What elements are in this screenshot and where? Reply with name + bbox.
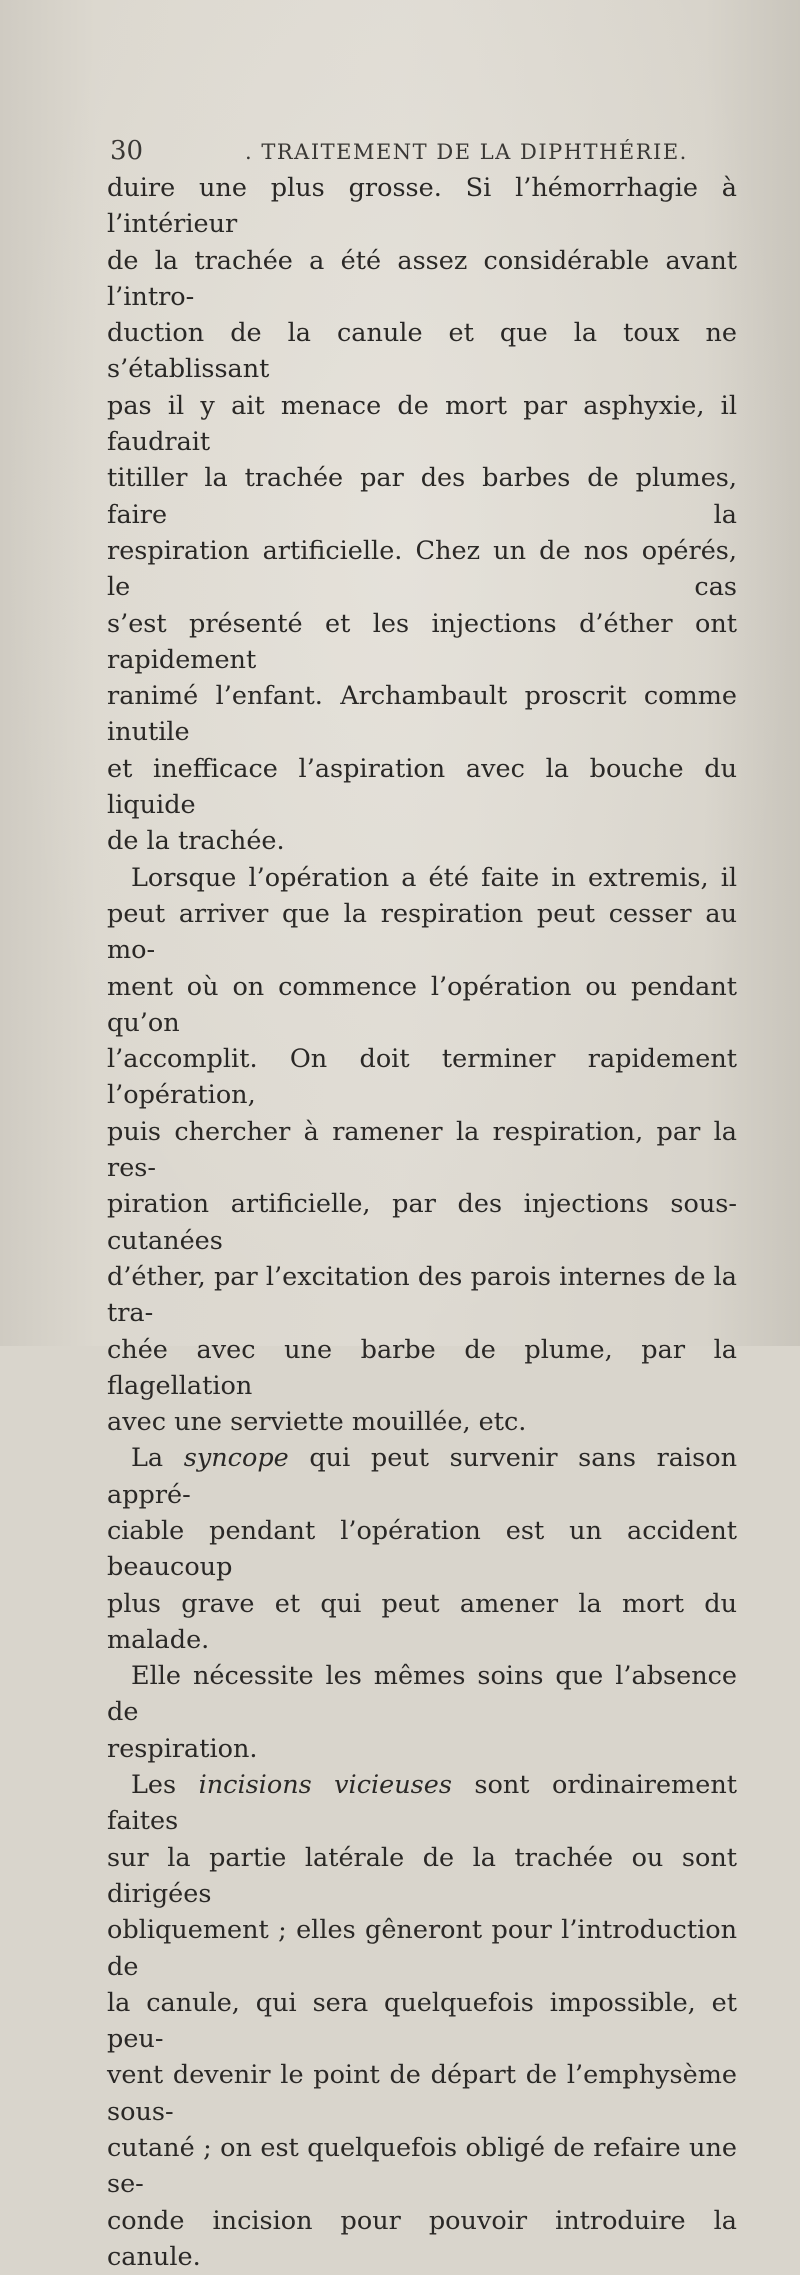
text-run: sont ordinairement faites: [107, 1770, 737, 1837]
paragraph-5: [107, 1767, 737, 2275]
paragraph-4: [107, 1658, 737, 1767]
text-line: piration artificielle, par des injections sous-cutanées: [107, 1189, 737, 1256]
text-line: et inefficace l’aspiration avec la bouche du liquide: [107, 753, 737, 821]
text-line: d’éther, par l’excitation des parois internes de la tra-: [107, 1261, 737, 1329]
text-line: chée avec une barbe de plume, par la flagellation: [107, 1334, 737, 1401]
text-line: sur la partie latérale de la trachée ou sont dirigées: [107, 1842, 737, 1909]
text-line: titiller la trachée par des barbes de plumes, faire la: [107, 463, 737, 530]
paragraph-2: [107, 860, 737, 1441]
text-line: vent devenir le point de départ de l’emphysème sous-: [107, 2060, 737, 2127]
text-line: puis chercher à ramener la respiration, par la res-: [107, 1116, 737, 1184]
text-run: Les: [131, 1770, 199, 1801]
text-line: peut arriver que la respiration peut cesser au mo-: [107, 898, 737, 966]
emphasized-term: syncope: [183, 1443, 289, 1474]
text-run: La: [131, 1443, 184, 1474]
text-line: conde incision pour pouvoir introduire la canule.: [107, 2205, 737, 2272]
text-line: plus grave et qui peut amener la mort du malade.: [107, 1588, 737, 1655]
text-line: ciable pendant l’opération est un accident beaucoup: [107, 1515, 737, 1583]
text-run: qui peut survenir sans raison appré-: [107, 1443, 737, 1510]
body-text: [107, 170, 737, 2275]
text-line: ranimé l’enfant. Archambault proscrit comme inutile: [107, 681, 737, 748]
text-line: s’est présenté et les injections d’éther ont rapidement: [107, 608, 737, 675]
text-line: respiration.: [107, 1733, 258, 1764]
page-number: 30: [110, 136, 144, 166]
text-line: [107, 1767, 737, 1840]
text-line: duction de la canule et que la toux ne s’établissant: [107, 318, 737, 385]
paragraph-3: [107, 1440, 737, 1658]
text-line: [107, 1440, 737, 1513]
text-line: de la trachée a été assez considérable avant l’intro-: [107, 245, 737, 312]
text-line: pas il y ait menace de mort par asphyxie, il faudrait: [107, 390, 737, 458]
text-line: Elle nécessite les mêmes soins que l’absence de: [107, 1661, 737, 1728]
text-line: la canule, qui sera quelquefois impossible, et peu-: [107, 1987, 737, 2055]
running-head: . TRAITEMENT DE LA DIPHTHÉRIE.: [245, 140, 688, 164]
text-line: cutané ; on est quelquefois obligé de refaire une se-: [107, 2133, 737, 2200]
text-line: Lorsque l’opération a été faite in extremis, il: [131, 862, 737, 893]
text-line: de la trachée.: [107, 826, 285, 857]
paragraph-1: [107, 170, 737, 860]
text-line: avec une serviette mouillée, etc.: [107, 1407, 527, 1438]
text-line: duire une plus grosse. Si l’hémorrhagie à l’intérieur: [107, 173, 737, 240]
text-line: obliquement ; elles gêneront pour l’introduction de: [107, 1915, 737, 1982]
emphasized-term: incisions vicieuses: [198, 1770, 452, 1801]
text-line: respiration artificielle. Chez un de nos opérés, le cas: [107, 535, 737, 603]
text-line: l’accomplit. On doit terminer rapidement l’opération,: [107, 1044, 737, 1111]
text-line: ment où on commence l’opération ou pendant qu’on: [107, 971, 737, 1038]
page-header: [110, 128, 730, 168]
